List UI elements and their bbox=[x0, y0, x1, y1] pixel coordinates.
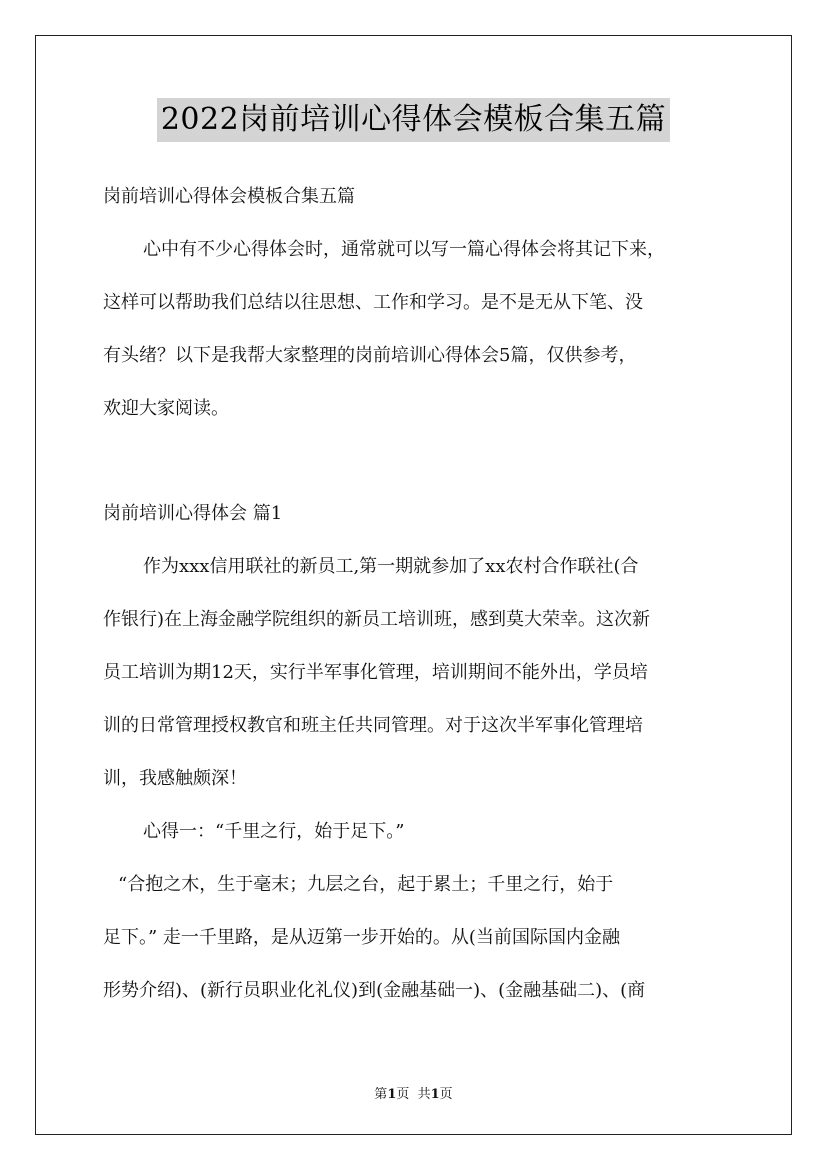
section-line: 训，我感触颇深！ bbox=[103, 768, 247, 789]
insight-heading: 心得一：“千里之行，始于足下。” bbox=[143, 821, 405, 842]
section-line: 员工培训为期12天，实行半军事化管理，培训期间不能外出，学员培 bbox=[103, 662, 648, 683]
section-line: 训的日常管理授权教官和班主任共同管理。对于这次半军事化管理培 bbox=[103, 715, 643, 736]
section-line: 作为xxx信用联社的新员工,第一期就参加了xx农村合作联社(合 bbox=[143, 556, 639, 577]
footer-suffix: 页 bbox=[439, 1087, 453, 1102]
intro-line: 心中有不少心得体会时，通常就可以写一篇心得体会将其记下来， bbox=[143, 239, 665, 260]
intro-line: 欢迎大家阅读。 bbox=[103, 398, 229, 419]
document-body bbox=[103, 170, 743, 1017]
section-heading: 岗前培训心得体会 篇1 bbox=[103, 503, 283, 524]
footer-mid: 页 共 bbox=[396, 1087, 431, 1102]
intro-line: 有头绪？以下是我帮大家整理的岗前培训心得体会5篇，仅供参考， bbox=[103, 345, 637, 366]
footer-page-number: 1 bbox=[387, 1087, 397, 1102]
footer-page-total: 1 bbox=[430, 1087, 440, 1102]
quote-line: 形势介绍)、(新行员职业化礼仪)到(金融基础一)、(金融基础二)、(商 bbox=[103, 980, 646, 1001]
document-subtitle: 岗前培训心得体会模板合集五篇 bbox=[103, 186, 355, 207]
quote-line: 足下。” 走一千里路，是从迈第一步开始的。从(当前国际国内金融 bbox=[103, 927, 620, 948]
document-title: 2022岗前培训心得体会模板合集五篇 bbox=[157, 98, 670, 142]
title-container bbox=[0, 98, 827, 142]
footer-prefix: 第 bbox=[374, 1087, 388, 1102]
page-footer bbox=[0, 1083, 827, 1102]
intro-line: 这样可以帮助我们总结以往思想、工作和学习。是不是无从下笔、没 bbox=[103, 292, 643, 313]
section-line: 作银行)在上海金融学院组织的新员工培训班，感到莫大荣幸。这次新 bbox=[103, 609, 651, 630]
quote-line: “合抱之木，生于毫末；九层之台，起于累土；千里之行，始于 bbox=[118, 874, 614, 895]
